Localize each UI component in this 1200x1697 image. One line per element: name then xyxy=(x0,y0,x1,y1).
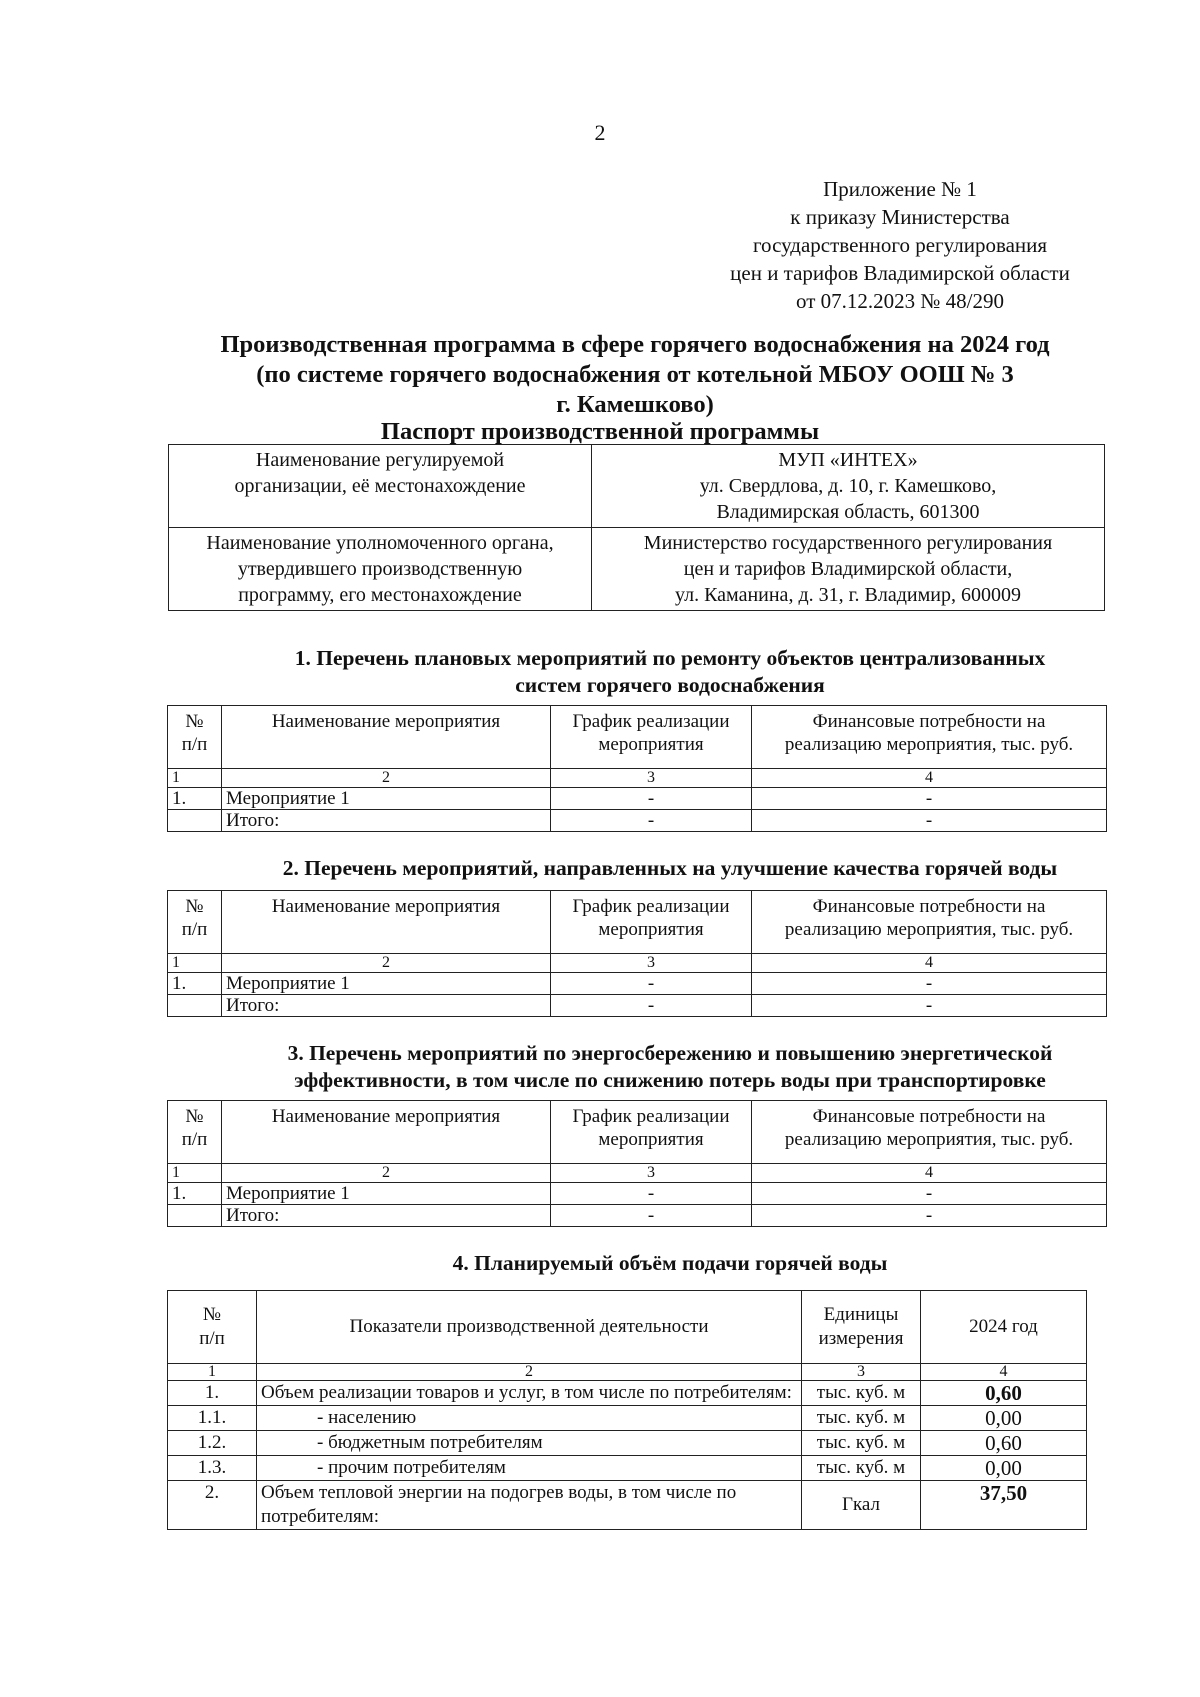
section-title-line: 1. Перечень плановых мероприятий по ремонту объектов централизованных xyxy=(294,646,1046,670)
label-line: организации, её местонахождение xyxy=(234,475,526,497)
section-3-table xyxy=(167,1100,1107,1227)
title-line: (по системе горячего водоснабжения от котельной МБОУ ООШ № 3 xyxy=(256,361,1014,388)
section-title-line: 2. Перечень мероприятий, направленных на улучшение качества горячей воды xyxy=(282,856,1058,880)
value-line: ул. Каманина, д. 31, г. Владимир, 600009 xyxy=(675,584,1021,606)
label-line: Наименование регулируемой xyxy=(255,449,505,471)
table-header: № п/п Показатели производственной деятельности Единицы измерения 2024 год xyxy=(168,1291,1087,1364)
appendix-line: государственного регулирования xyxy=(752,233,1048,257)
section-2-table xyxy=(167,890,1107,1017)
table-header: № п/п Наименование мероприятия График реализации мероприятия Финансовые потребности на реализацию мероприятия, тыс. руб. xyxy=(168,1101,1107,1164)
appendix-line: к приказу Министерства xyxy=(790,205,1010,229)
column-number-row: 1 2 3 4 xyxy=(168,769,1107,788)
section-title-line: 3. Перечень мероприятий по энергосбережению и повышению энергетической xyxy=(287,1041,1053,1065)
table-row: 1. Объем реализации товаров и услуг, в том числе по потребителям: тыс. куб. м 0,60 xyxy=(168,1381,1087,1406)
table-row: 2. Объем тепловой энергии на подогрев воды, в том числе по потребителям: Гкал 37,50 xyxy=(168,1481,1087,1530)
table-row: 1.2. - бюджетным потребителям тыс. куб. м 0,60 xyxy=(168,1431,1087,1456)
table-row-total: Итого: - - xyxy=(168,1205,1107,1227)
appendix-line: Приложение № 1 xyxy=(823,177,977,201)
header-finance: Финансовые потребности на реализацию мероприятия, тыс. руб. xyxy=(752,706,1107,769)
value-line: МУП «ИНТЕХ» xyxy=(778,449,918,471)
section-4-title: 4. Планируемый объём подачи горячей воды xyxy=(452,1251,888,1275)
appendix-line: цен и тарифов Владимирской области xyxy=(730,261,1070,285)
table-row: 1.3. - прочим потребителям тыс. куб. м 0,00 xyxy=(168,1456,1087,1481)
passport-label xyxy=(169,445,592,528)
header-no: № п/п xyxy=(168,706,222,769)
value-line: ул. Свердлова, д. 10, г. Камешково, xyxy=(699,475,997,497)
passport-value xyxy=(592,445,1105,528)
table-row: 1. Мероприятие 1 - - xyxy=(168,788,1107,810)
program-title xyxy=(150,330,1120,420)
page-number: 2 xyxy=(594,120,606,145)
passport-row xyxy=(169,445,1105,528)
table-header: № п/п Наименование мероприятия График реализации мероприятия Финансовые потребности на реализацию мероприятия, тыс. руб. xyxy=(168,891,1107,954)
section-3-title xyxy=(230,1040,1110,1094)
section-1-table xyxy=(167,705,1107,832)
table-row: 1. Мероприятие 1 - - xyxy=(168,1183,1107,1205)
section-title-line: систем горячего водоснабжения xyxy=(515,673,825,697)
table-row-total: Итого: - - xyxy=(168,995,1107,1017)
section-1-title xyxy=(230,645,1110,699)
passport-label xyxy=(169,528,592,611)
label-line: утвердившего производственную xyxy=(237,558,523,580)
appendix-line: от 07.12.2023 № 48/290 xyxy=(795,289,1005,313)
label-line: Наименование уполномоченного органа, xyxy=(206,532,554,554)
table-row: 1.1. - населению тыс. куб. м 0,00 xyxy=(168,1406,1087,1431)
value-line: Владимирская область, 601300 xyxy=(716,501,980,523)
section-2-title xyxy=(230,855,1110,882)
column-number-row: 1 2 3 4 xyxy=(168,954,1107,973)
table-row-total: Итого: - - xyxy=(168,810,1107,832)
value-line: цен и тарифов Владимирской области, xyxy=(683,558,1013,580)
value-line: Министерство государственного регулирования xyxy=(643,532,1053,554)
table-row: 1. Мероприятие 1 - - xyxy=(168,973,1107,995)
volume-table xyxy=(167,1290,1087,1530)
passport-table xyxy=(168,444,1105,611)
table-header xyxy=(168,706,1107,769)
passport-value xyxy=(592,528,1105,611)
column-number-row: 1 2 3 4 xyxy=(168,1164,1107,1183)
title-line: Производственная программа в сфере горячего водоснабжения на 2024 год xyxy=(220,331,1050,358)
appendix-block xyxy=(690,175,1110,315)
header-schedule: График реализации мероприятия xyxy=(551,706,752,769)
header-name: Наименование мероприятия xyxy=(222,706,551,769)
column-number-row: 1 2 3 4 xyxy=(168,1364,1087,1381)
passport-row xyxy=(169,528,1105,611)
passport-title: Паспорт производственной программы xyxy=(380,418,820,445)
section-title-line: эффективности, в том числе по снижению потерь воды при транспортировке xyxy=(294,1068,1046,1092)
label-line: программу, его местонахождение xyxy=(238,584,522,606)
title-line: г. Камешково) xyxy=(556,391,714,418)
